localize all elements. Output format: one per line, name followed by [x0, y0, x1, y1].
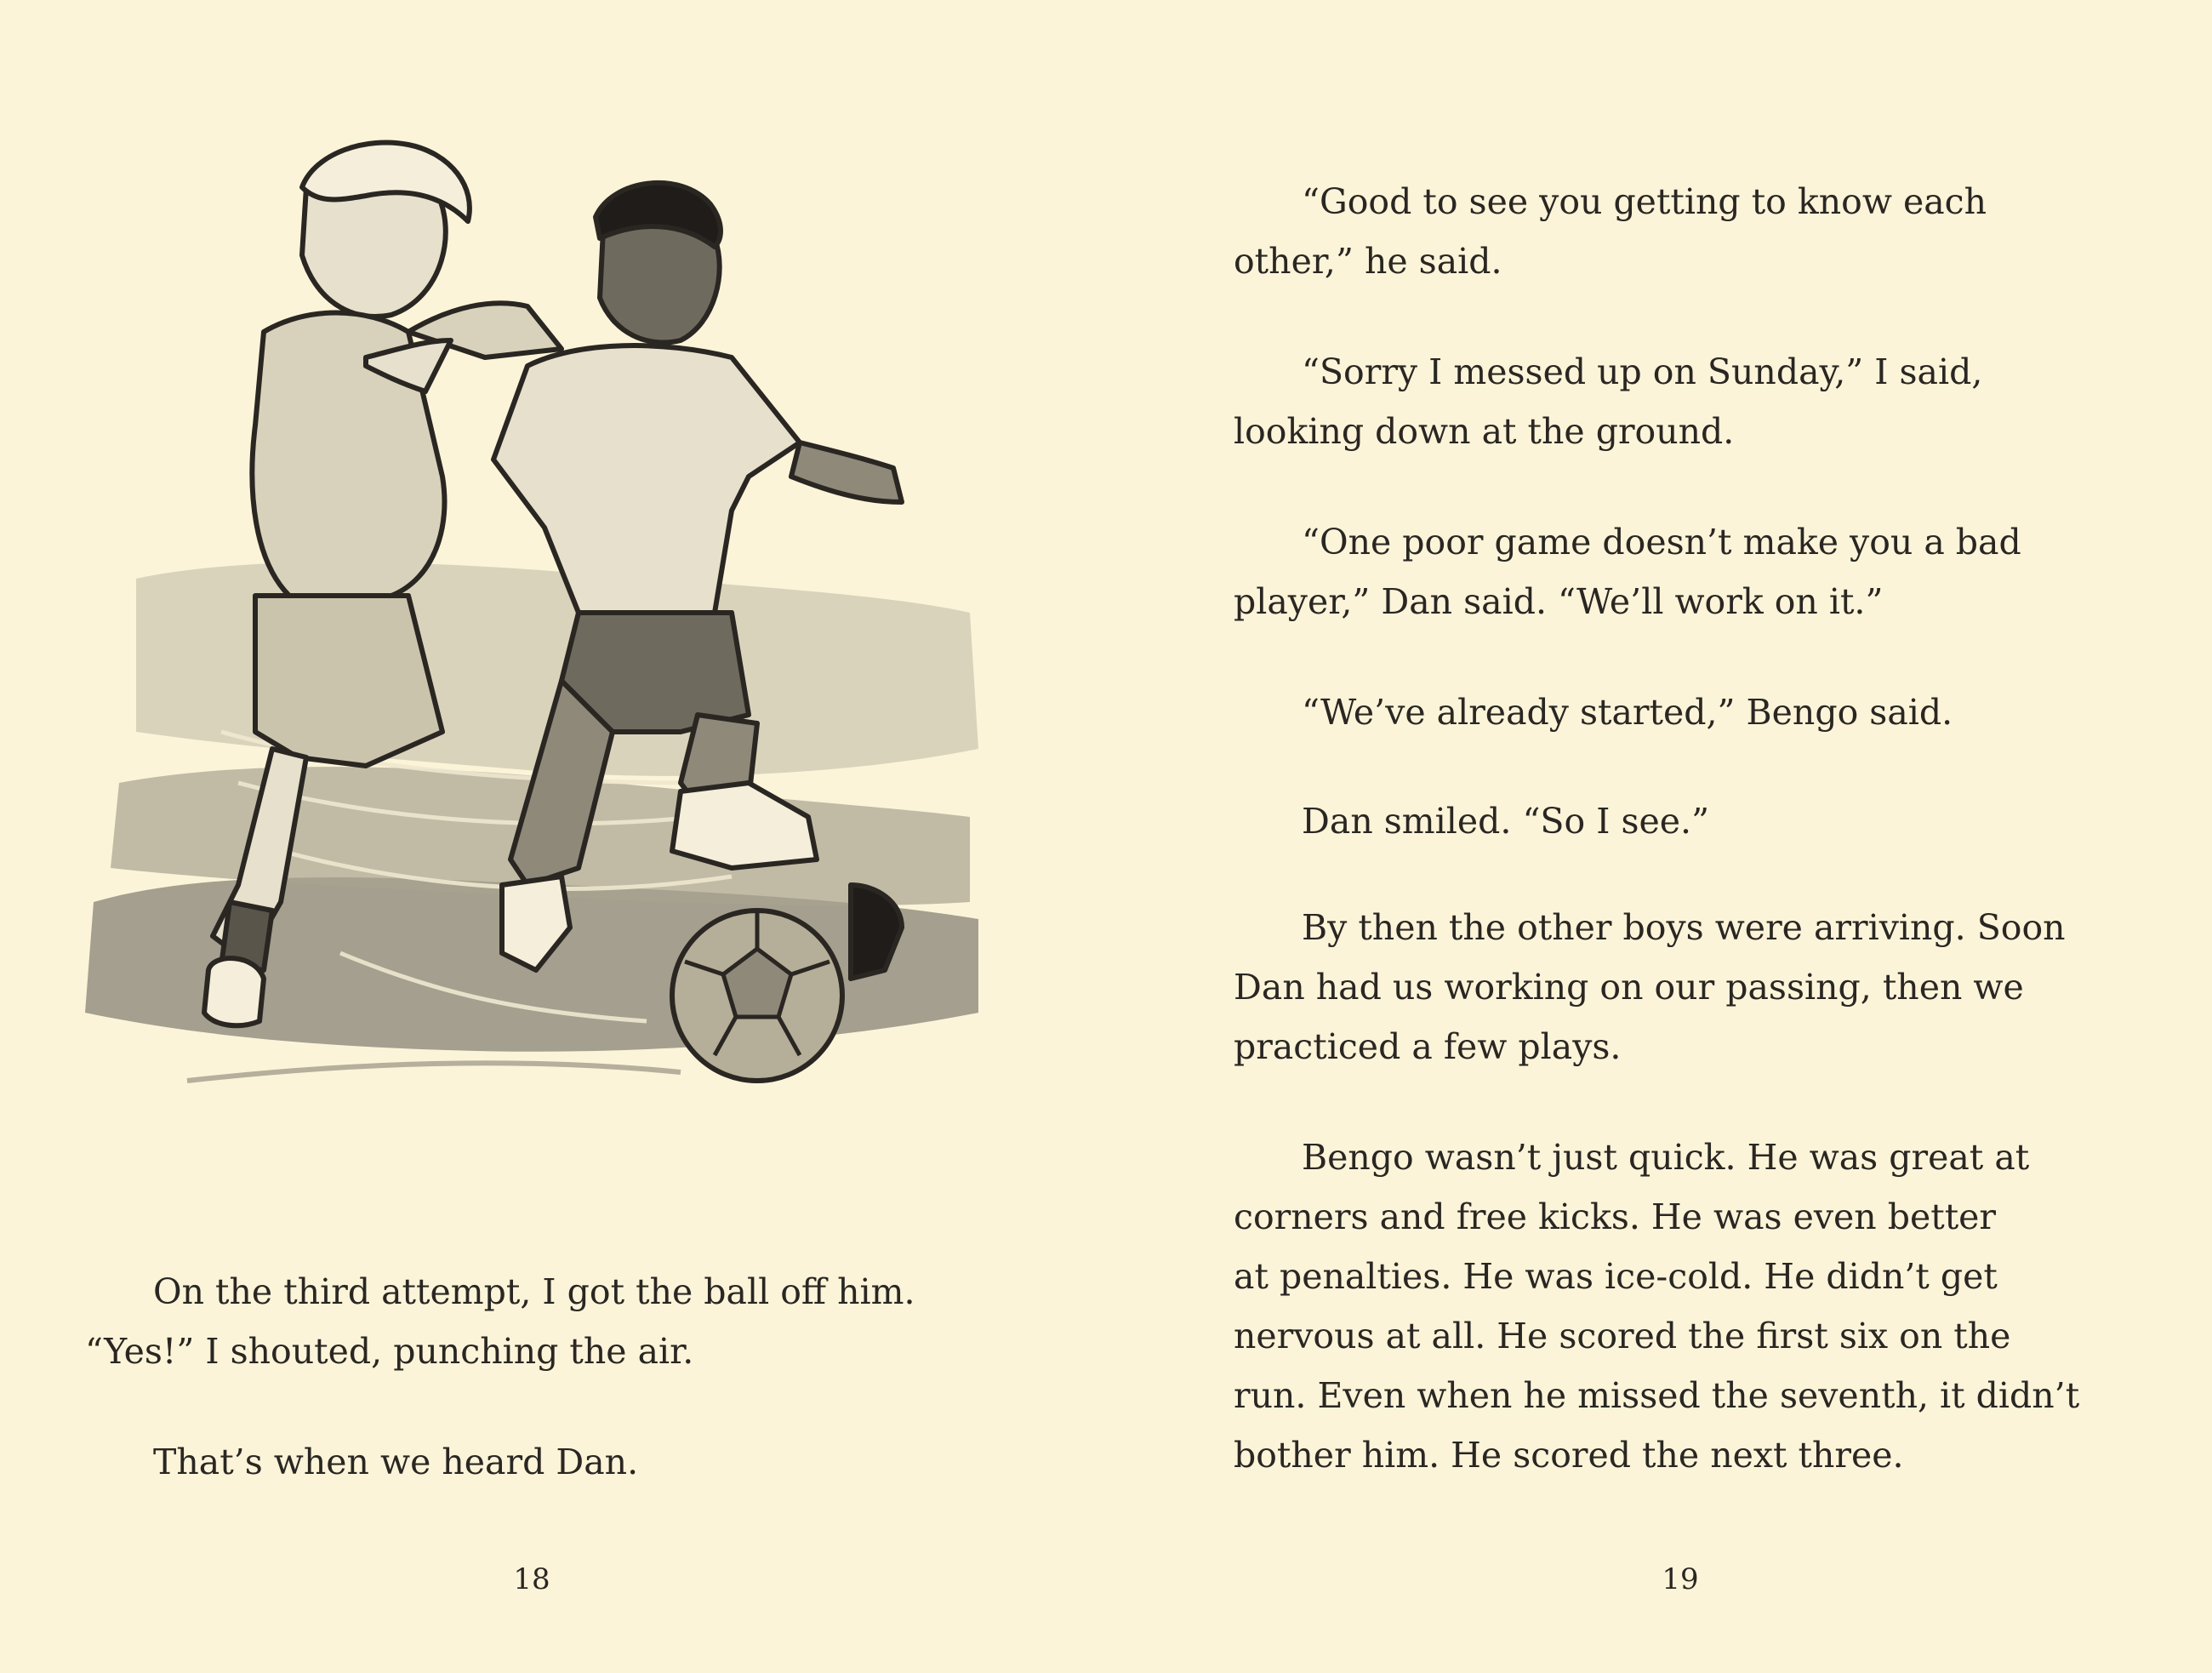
- paragraph: [1234, 112, 2169, 291]
- paragraph-text: “Good to see you getting to know each other,” he said.: [1234, 181, 1987, 282]
- paragraph-text: On the third attempt, I got the ball off him. “Yes!” I shouted, punching the air.: [85, 1271, 915, 1372]
- paragraph-text: Bengo wasn’t just quick. He was great at corners and free kicks. He was even better at penalties. He was ice-cold. He didn’t get nervous at all. He scored the first six on the run. Even when he missed the seventh, it didn’t bother him. He scored the next three.: [1234, 1137, 2080, 1476]
- paragraph-text: “One poor game doesn’t make you a bad player,” Dan said. “We’ll work on it.”: [1234, 522, 2021, 622]
- soccer-illustration: [85, 136, 987, 1098]
- right-page: [1106, 0, 2212, 1673]
- paragraph-text: Dan smiled. “So I see.”: [1302, 801, 1710, 842]
- paragraph: [1234, 1068, 2169, 1485]
- paragraph: [85, 1202, 1021, 1381]
- paragraph: [1234, 283, 2169, 461]
- paragraph: [1234, 732, 2169, 851]
- page-number: 18: [513, 1562, 550, 1596]
- soccer-ball: [672, 911, 842, 1081]
- paragraph-text: “We’ve already started,” Bengo said.: [1302, 692, 1953, 733]
- paragraph-text: That’s when we heard Dan.: [153, 1442, 639, 1482]
- paragraph-text: By then the other boys were arriving. Soon Dan had us working on our passing, then we practiced a few plays.: [1234, 907, 2066, 1067]
- paragraph: [1234, 453, 2169, 631]
- paragraph: [85, 1373, 1021, 1492]
- paragraph-text: “Sorry I messed up on Sunday,” I said, looking down at the ground.: [1234, 351, 1983, 452]
- page-number: 19: [1662, 1562, 1699, 1596]
- paragraph: [1234, 623, 2169, 742]
- paragraph: [1234, 838, 2169, 1076]
